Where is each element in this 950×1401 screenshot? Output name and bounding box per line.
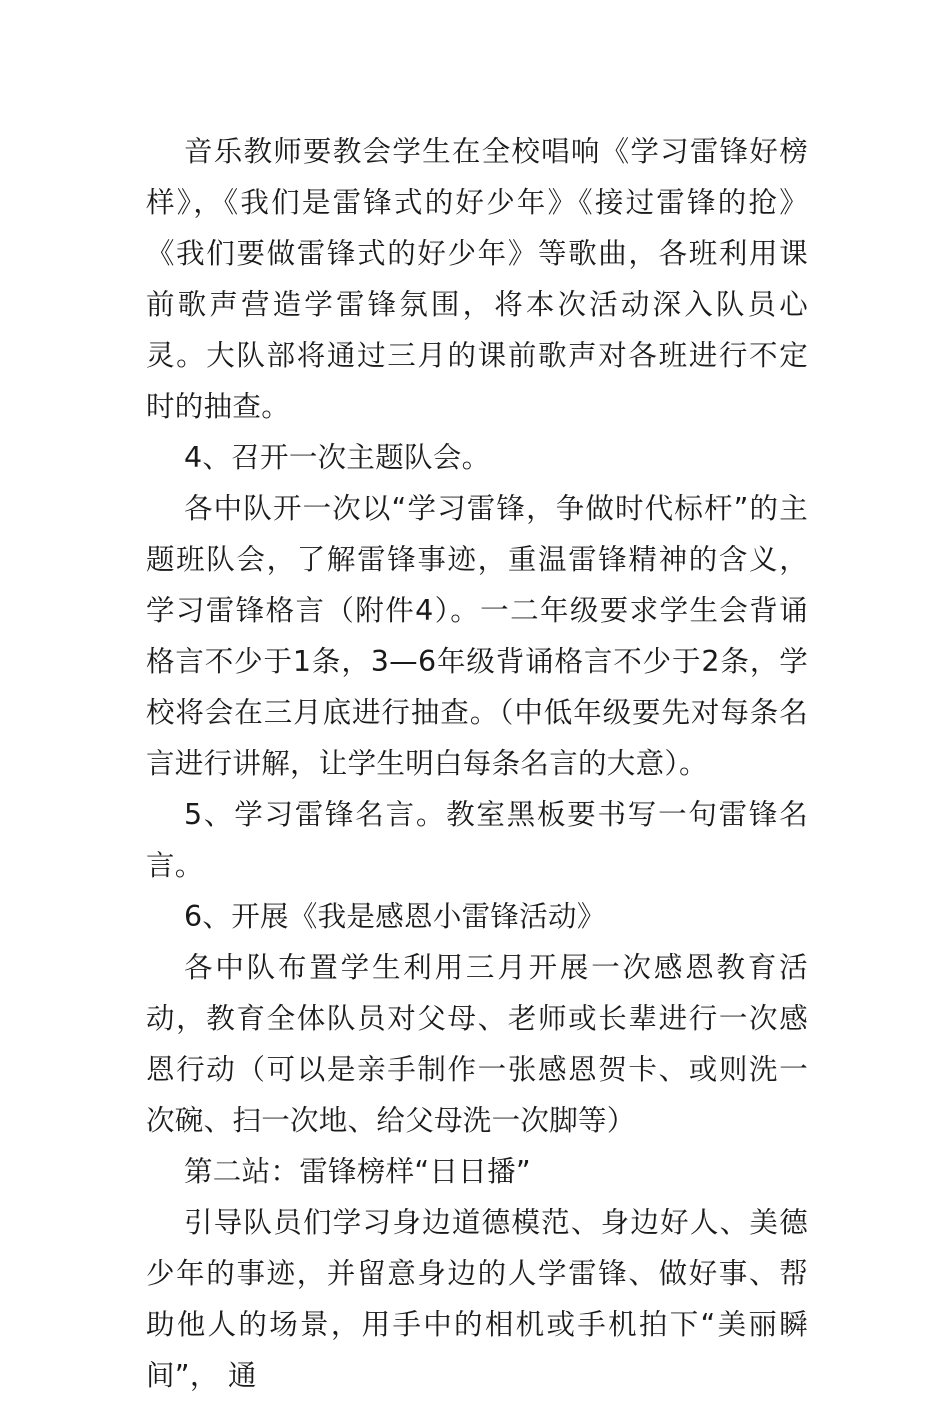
paragraph-gratitude-activity: 各中队布置学生利用三月开展一次感恩教育活动，教育全体队员对父母、老师或长辈进行一次感恩行动（可以是亲手制作一张感恩贺卡、或则洗一次碗、扫一次地、给父母洗一次脚等） xyxy=(146,951,808,1137)
paragraph-item-6-heading: 6、开展《我是感恩小雷锋活动》 xyxy=(184,900,606,933)
paragraph-role-models: 引导队员们学习身边道德模范、身边好人、美德少年的事迹，并留意身边的人学雷锋、做好事、帮助他人的场景，用手中的相机或手机拍下“美丽瞬间”， 通 xyxy=(146,1206,808,1392)
paragraph-item-4-heading: 4、召开一次主题队会。 xyxy=(184,441,491,474)
paragraph-item-5-heading: 5、学习雷锋名言。教室黑板要书写一句雷锋名言。 xyxy=(146,798,808,882)
document-body xyxy=(146,126,808,1401)
paragraph-music-teacher-songs: 音乐教师要教会学生在全校唱响《学习雷锋好榜样》，《我们是雷锋式的好少年》《接过雷锋的抢》《我们要做雷锋式的好少年》等歌曲，各班利用课前歌声营造学雷锋氛围，将本次活动深入队员心灵。大队部将通过三月的课前歌声对各班进行不定时的抽查。 xyxy=(146,135,808,423)
paragraph-theme-meeting: 各中队开一次以“学习雷锋，争做时代标杆”的主题班队会，了解雷锋事迹，重温雷锋精神的含义，学习雷锋格言（附件4）。一二年级要求学生会背诵格言不少于1条，3—6年级背诵格言不少于2条，学校将会在三月底进行抽查。（中低年级要先对每条名言进行讲解，让学生明白每条名言的大意）。 xyxy=(146,492,808,780)
paragraph-station-2-heading: 第二站：雷锋榜样“日日播” xyxy=(184,1155,531,1188)
